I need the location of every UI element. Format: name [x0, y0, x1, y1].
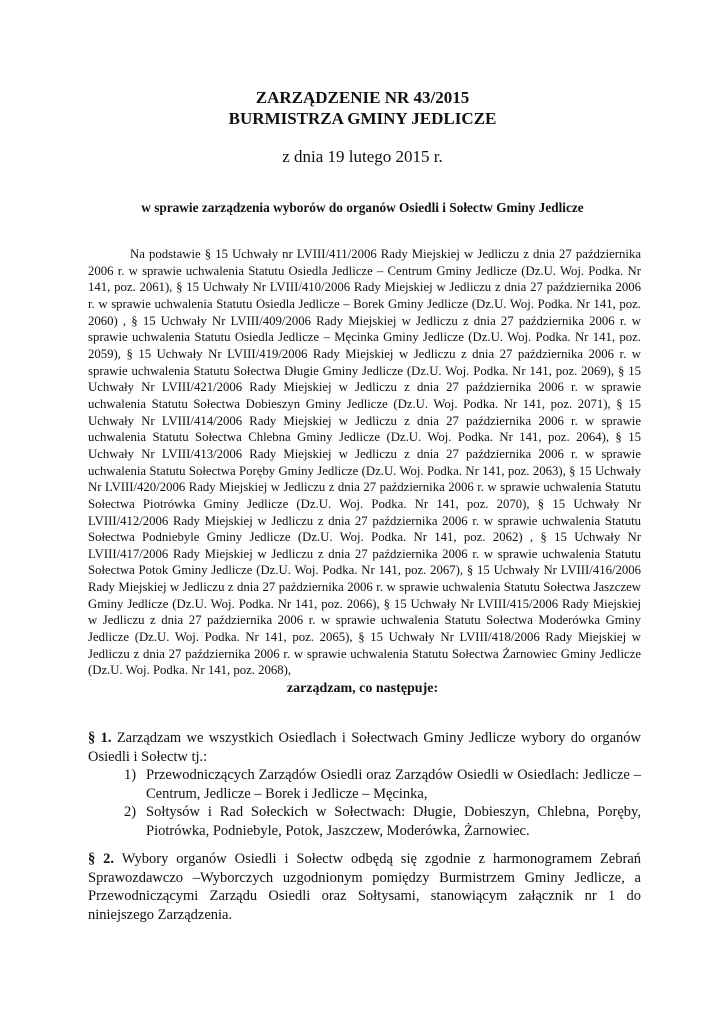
decree-phrase: zarządzam, co następuje:: [286, 681, 439, 696]
list-item-text: Przewodniczących Zarządów Osiedli oraz Zarządów Osiedli w Osiedlach: Jedlicze – Centrum, Jedlicze – Borek i Jedlicze – Męcinka,: [146, 767, 641, 802]
list-item-text: Sołtysów i Rad Sołeckich w Sołectwach: Długie, Dobieszyn, Chlebna, Poręby, Piotrówka, Podniebyle, Potok, Jaszczew, Moderówka, Żarnowiec.: [146, 804, 641, 839]
document-subject: w sprawie zarządzenia wyborów do organów Osiedli i Sołectw Gminy Jedlicze: [141, 200, 584, 215]
list-item-number: 1): [124, 767, 137, 783]
document-title-number: ZARZĄDZENIE NR 43/2015: [255, 88, 470, 107]
section-1-label: § 1.: [88, 730, 112, 746]
section-2-text: Wybory organów Osiedli i Sołectw odbędą się zgodnie z harmonogramem Zebrań Sprawozdawczo –Wyborczych uzgodnionym pomiędzy Burmistrzem Gminy Jedlicze, a Przewodniczącymi Zarządu Osiedli oraz Sołtysami, stanowiącym załącznik nr 1 do niniejszego Zarządzenia.: [88, 851, 641, 923]
section-1-list: [88, 766, 641, 840]
legal-basis-paragraph: Na podstawie § 15 Uchwały nr LVIII/411/2006 Rady Miejskiej w Jedliczu z dnia 27 października 2006 r. w sprawie uchwalenia Statutu Osiedla Jedlicze – Centrum Gminy Jedlicze (Dz.U. Woj. Podka. Nr 141, poz. 2061), § 15 Uchwały Nr LVIII/410/2006 Rady Miejskiej w Jedliczu z dnia 27 października 2006 r. w sprawie uchwalenia Statutu Osiedla Jedlicze – Borek Gminy Jedlicze (Dz.U. Woj. Podka. Nr 141, poz. 2060) , § 15 Uchwały Nr LVIII/409/2006 Rady Miejskiej w Jedliczu z dnia 27 października 2006 r. w sprawie uchwalenia Statutu Osiedla Jedlicze – Męcinka Gminy Jedlicze (Dz.U. Woj. Podka. Nr 141, poz. 2059), § 15 Uchwały Nr LVIII/419/2006 Rady Miejskiej w Jedliczu z dnia 27 października 2006 r. w sprawie uchwalenia Statutu Sołectwa Długie Gminy Jedlicze (Dz.U. Woj. Podka. Nr 141, poz. 2069), § 15 Uchwały Nr LVIII/421/2006 Rady Miejskiej w Jedliczu z dnia 27 października 2006 r. w sprawie uchwalenia Statutu Sołectwa Dobieszyn Gminy Jedlicze (Dz.U. Woj. Podka. Nr 141, poz. 2071), § 15 Uchwały Nr LVIII/414/2006 Rady Miejskiej w Jedliczu z dnia 27 października 2006 r. w sprawie uchwalenia Statutu Sołectwa Chlebna Gminy Jedlicze (Dz.U. Woj. Podka. Nr 141, poz. 2064), § 15 Uchwały Nr LVIII/413/2006 Rady Miejskiej w Jedliczu z dnia 27 października 2006 r. w sprawie uchwalenia Statutu Sołectwa Poręby Gminy Jedlicze (Dz.U. Woj. Podka. Nr 141, poz. 2063), § 15 Uchwały Nr LVIII/420/2006 Rady Miejskiej w Jedliczu z dnia 27 października 2006 r. w sprawie uchwalenia Statutu Sołectwa Piotrówka Gminy Jedlicze (Dz.U. Woj. Podka. Nr 141, poz. 2070), § 15 Uchwały Nr LVIII/412/2006 Rady Miejskiej w Jedliczu z dnia 27 października 2006 r. w sprawie uchwalenia Statutu Sołectwa Podniebyle Gminy Jedlicze (Dz.U. Woj. Podka. Nr 141, poz. 2062) , § 15 Uchwały Nr LVIII/417/2006 Rady Miejskiej w Jedliczu z dnia 27 października 2006 r. w sprawie uchwalenia Statutu Sołectwa Potok Gminy Jedlicze (Dz.U. Woj. Podka. Nr 141, poz. 2067), § 15 Uchwały Nr LVIII/416/2006 Rady Miejskiej w Jedliczu z dnia 27 października 2006 r. w sprawie uchwalenia Statutu Sołectwa Jaszczew Gminy Jedlicze (Dz.U. Woj. Podka. Nr 141, poz. 2066), § 15 Uchwały Nr LVIII/415/2006 Rady Miejskiej w Jedliczu z dnia 27 października 2006 r. w sprawie uchwalenia Statutu Sołectwa Moderówka Gminy Jedlicze (Dz.U. Woj. Podka. Nr 141, poz. 2065), § 15 Uchwały Nr LVIII/418/2006 Rady Miejskiej w Jedliczu z dnia 27 października 2006 r. w sprawie uchwalenia Statutu Sołectwa Żarnowiec Gminy Jedlicze (Dz.U. Woj. Podka. Nr 141, poz. 2068),: [88, 247, 641, 678]
section-1-text: Zarządzam we wszystkich Osiedlach i Sołectwach Gminy Jedlicze wybory do organów Osiedli i Sołectw tj.:: [88, 730, 642, 765]
list-item-number: 2): [124, 804, 137, 820]
document-title-issuer: BURMISTRZA GMINY JEDLICZE: [228, 109, 497, 128]
document-date: z dnia 19 lutego 2015 r.: [282, 147, 443, 166]
list-item: [88, 766, 641, 803]
section-1-paragraph: [88, 729, 641, 766]
list-item: [88, 803, 641, 840]
section-2-paragraph: [88, 850, 641, 924]
section-2-label: § 2.: [88, 851, 115, 867]
